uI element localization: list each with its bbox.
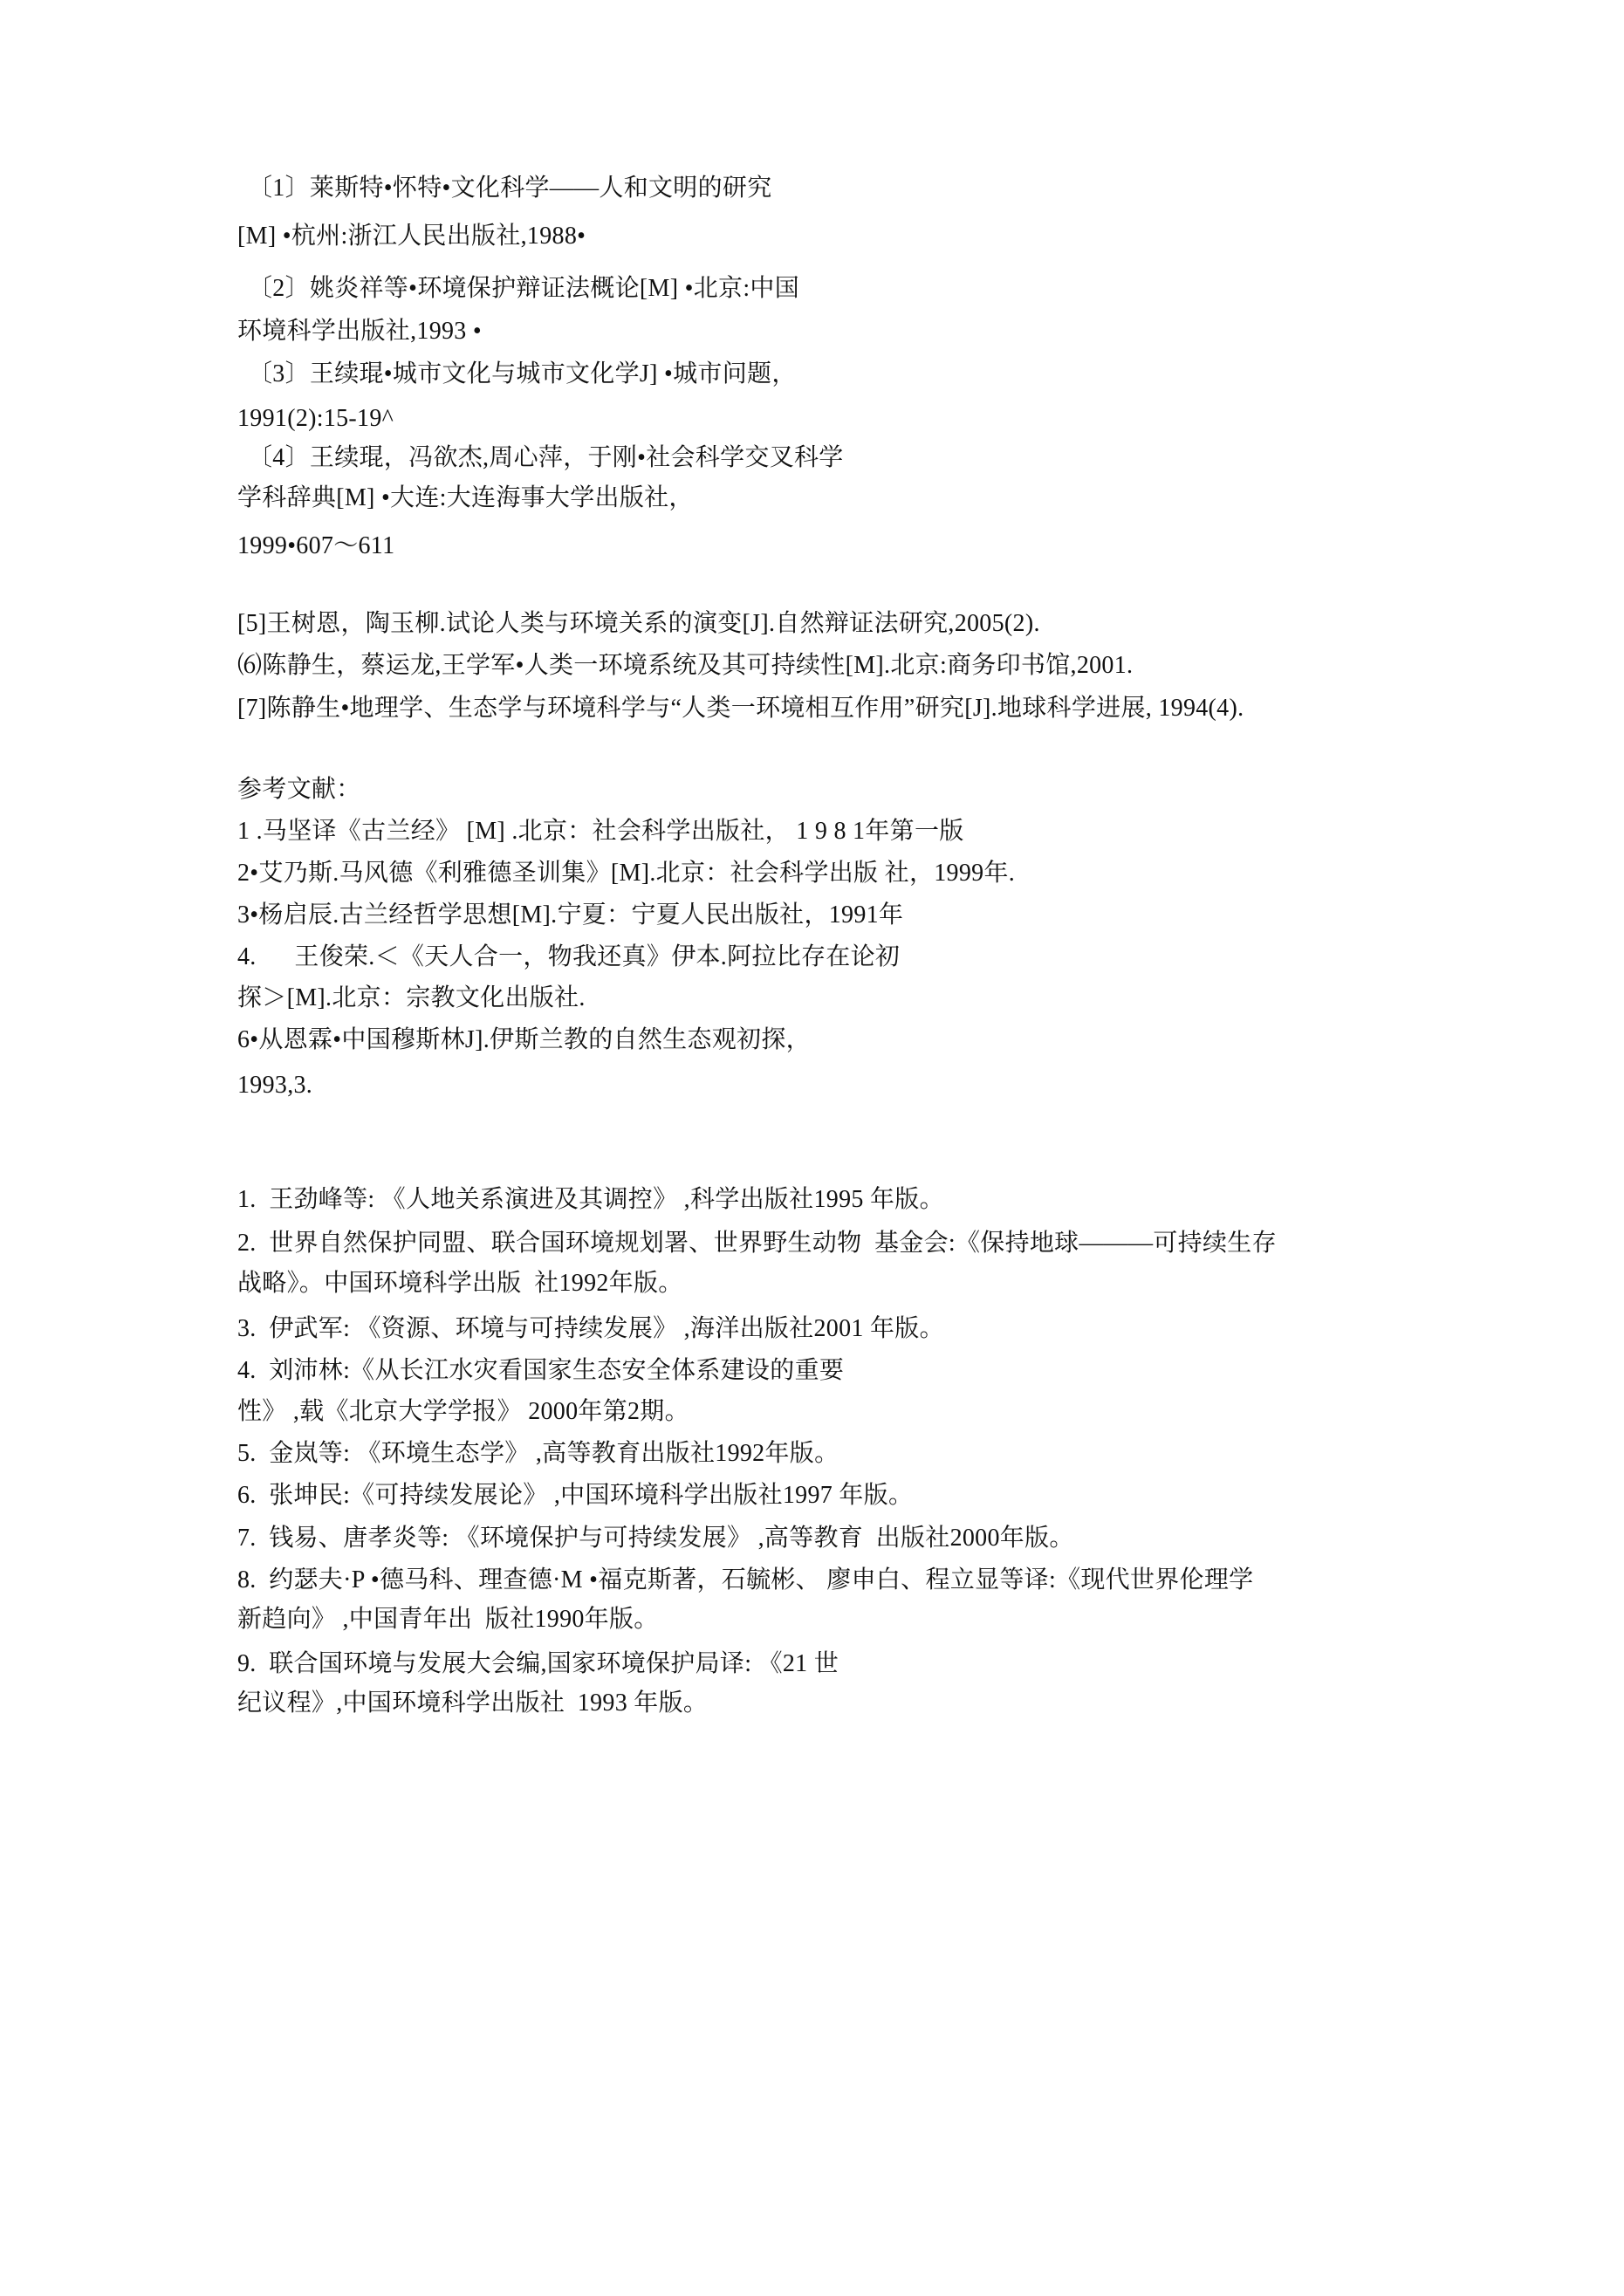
reference-line: 1. 王劲峰等: 《人地关系演进及其调控》 ,科学出版社1995 年版。 — [237, 1186, 944, 1213]
reference-line: 〔1〕莱斯特•怀特•文化科学——人和文明的研究 — [248, 175, 772, 202]
reference-line: 3•杨启辰.古兰经哲学思想[M].宁夏：宁夏人民出版社，1991年 — [237, 901, 904, 929]
reference-line: 2•艾乃斯.马风德《利雅德圣训集》[M].北京：社会科学出版 社，1999年. — [237, 860, 1016, 887]
reference-line: 4. 刘沛林:《从长江水灾看国家生态安全体系建设的重要 — [237, 1357, 845, 1384]
reference-line: 7. 钱易、唐孝炎等: 《环境保护与可持续发展》 ,高等教育 出版社2000年版。 — [237, 1525, 1074, 1552]
reference-line: 8. 约瑟夫·P •德马科、理查德·M •福克斯著，石毓彬、 廖申白、程立显等译:《现代世界伦理学 — [237, 1566, 1254, 1593]
reference-line: 新趋向》 ,中国青年出 版社1990年版。 — [237, 1606, 659, 1633]
reference-line: 1999•607〜611 — [237, 532, 395, 559]
reference-line: 〔2〕姚炎祥等•环境保护辩证法概论[M] •北京:中国 — [248, 275, 800, 302]
reference-line: 3. 伊武军: 《资源、环境与可持续发展》 ,海洋出版社2001 年版。 — [237, 1315, 944, 1342]
reference-line: 纪议程》,中国环境科学出版社 1993 年版。 — [237, 1689, 709, 1717]
reference-line: [M] •杭州:浙江人民出版社,1988• — [237, 223, 586, 250]
reference-line: 2. 世界自然保护同盟、联合国环境规划署、世界野生动物 基金会:《保持地球———可持续生存 — [237, 1230, 1277, 1257]
reference-line: 环境科学出版社,1993 • — [237, 318, 483, 345]
reference-line: 5. 金岚等: 《环境生态学》 ,高等教育出版社1992年版。 — [237, 1440, 839, 1467]
reference-line: 6•从恩霖•中国穆斯林J].伊斯兰教的自然生态观初探， — [237, 1026, 811, 1053]
reference-line: 1991(2):15-19^ — [237, 405, 394, 432]
reference-line: 〔3〕王续琨•城市文化与城市文化学J] •城市问题， — [248, 360, 797, 387]
references-heading: 参考文献： — [237, 776, 361, 803]
reference-line: 探＞[M].北京：宗教文化出版社. — [237, 984, 586, 1011]
reference-line: 战略》。中国环境科学出版 社1992年版。 — [237, 1270, 683, 1297]
reference-line: 〔4〕王续琨，冯欲杰,周心萍，于刚•社会科学交叉科学 — [248, 444, 844, 471]
reference-line: 性》 ,载《北京大学学报》 2000年第2期。 — [237, 1398, 689, 1425]
reference-line: [7]陈静生•地理学、生态学与环境科学与“人类一环境相互作用”研究[J].地球科学进展, 1994(4). — [237, 695, 1244, 722]
reference-line: 1 .马坚译《古兰经》 [M] .北京：社会科学出版社， 1 9 8 1年第一版 — [237, 818, 964, 845]
reference-line: 4. 王俊荣.＜《天人合一，物我还真》伊本.阿拉比存在论初 — [237, 943, 901, 970]
reference-line: [5]王树恩，陶玉柳.试论人类与环境关系的演变[J].自然辩证法研究,2005(2). — [237, 610, 1040, 637]
reference-line: 9. 联合国环境与发展大会编,国家环境保护局译: 《21 世 — [237, 1650, 839, 1677]
reference-line: ⑹陈静生，蔡运龙,王学军•人类一环境系统及其可持续性[M].北京:商务印书馆,2001. — [237, 652, 1134, 679]
reference-line: 1993,3. — [237, 1072, 313, 1099]
reference-line: 学科辞典[M] •大连:大连海事大学出版社， — [237, 484, 694, 511]
reference-line: 6. 张坤民:《可持续发展论》 ,中国环境科学出版社1997 年版。 — [237, 1482, 914, 1509]
